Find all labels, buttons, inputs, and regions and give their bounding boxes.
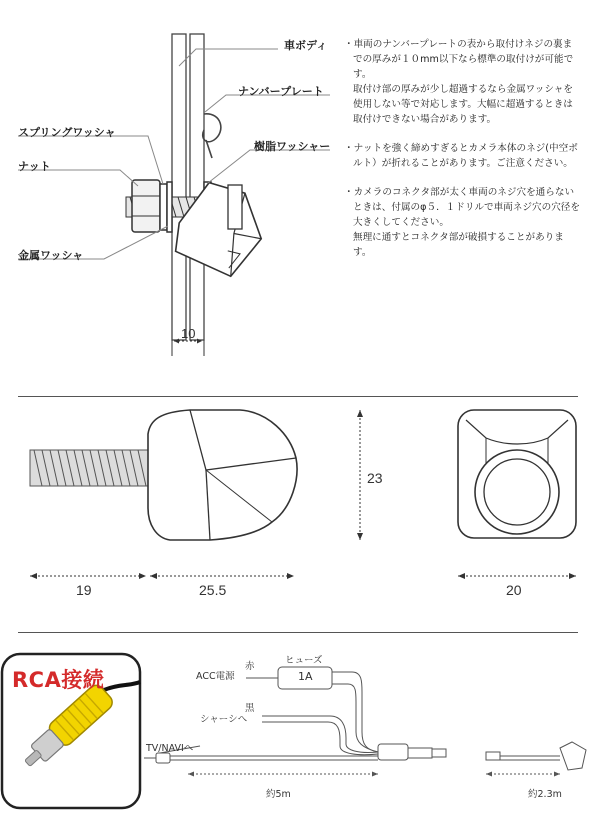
tv-navi-label: TV/NAVIへ — [146, 743, 194, 754]
gap-dimension-value: 10 — [181, 326, 196, 341]
chassis-label: シャーシへ — [200, 714, 248, 725]
nut-label: ナット — [18, 160, 51, 173]
thread-length-value: 19 — [76, 582, 92, 598]
note-item: ・ナットを強く締めすぎるとカメラ本体のネジ(中空ボルト）が折れることがあります。ご注意ください。 — [344, 143, 578, 169]
rca-title: RCA接続 — [12, 668, 105, 692]
resin-washer-label: 樹脂ワッシャー — [254, 140, 331, 153]
body-length-value: 25.5 — [199, 582, 227, 598]
metal-washer-label: 金属ワッシャ — [18, 249, 84, 262]
install-notes — [344, 37, 580, 274]
red-wire-label: 赤 — [245, 661, 255, 672]
tail-length-label: 約2.3m — [528, 789, 562, 800]
black-wire-label: 黒 — [245, 703, 255, 714]
number-plate-label: ナンバープレート — [238, 85, 324, 98]
fuse-rating: 1A — [298, 670, 313, 683]
install-diagram — [0, 0, 345, 370]
fuse-label: ヒューズ — [285, 655, 323, 666]
note-item: 取付け部の厚みが少し超過するなら金属ワッシャを使用しない等で対応します。大幅に超過するときは取付けできない場合があります。 — [353, 84, 573, 125]
divider — [18, 632, 578, 633]
divider — [18, 396, 578, 397]
spring-washer-label: スプリングワッシャ — [18, 126, 116, 139]
note-item: ・カメラのコネクタ部が太く車両のネジ穴を通らないときは、付属のφ５．１ドリルで車両ネジ穴の穴径を大きくしてください。 — [344, 187, 580, 228]
acc-power-label: ACC電源 — [196, 671, 235, 682]
main-length-label: 約5m — [266, 789, 291, 800]
note-item: 無理に通すとコネクタ部が破損することがあります。 — [353, 232, 564, 258]
height-value: 23 — [367, 470, 383, 486]
car-body-label: 車ボディ — [284, 39, 328, 52]
note-item: ・車両のナンバープレートの表から取付けネジの裏までの厚みが１０mm以下なら標準の取付けが可能です。 — [344, 39, 574, 80]
width-value: 20 — [506, 582, 522, 598]
camera-side-view — [0, 398, 597, 598]
